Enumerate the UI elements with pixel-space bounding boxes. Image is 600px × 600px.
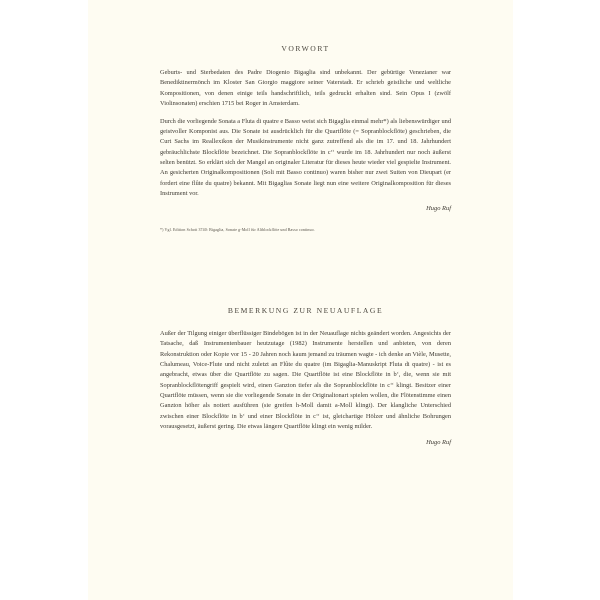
section-vorwort xyxy=(160,44,451,233)
section-bemerkung xyxy=(160,306,451,446)
page-title-bemerkung: BEMERKUNG ZUR NEUAUFLAGE xyxy=(227,306,384,315)
document-page xyxy=(88,0,513,600)
page-title-vorwort: VORWORT xyxy=(281,44,330,53)
footnote: *) Vgl. Edition Schott 3740: Bigaglia, Sonate g-Moll für Altblockflöte und Basso continuo. xyxy=(160,227,315,233)
paragraph: Durch die vorliegende Sonata a Fluta di quatre e Basso weist sich Bigaglia einmal mehr*) als liebenswürdiger und geistvoller Komponist aus. Die Sonate ist ausdrücklich für die Quartflöte (= Sopranblockflöte) geschrieben, die Curt Sachs im Reallexikon der Musikinstrumente nicht ganz zutreffend als die im 17. und 18. Jahrhundert gebräuchlichste Blockflöte bezeichnet. Die Sopranblockflöte in c‘‘ wurde im 18. Jahrhundert nur noch äußerst selten benützt. So erklärt sich der Mangel an originaler Literatur für dieses heute wieder viel gespielte Instrument. An gesicherten Originalkompositionen (Soli mit Basso continuo) waren bisher nur zwei Suiten von Dieupart (er fordert eine flûte du quatre) bekannt. Mit Bigaglias Sonate liegt nun eine weitere Originalkomposition für dieses Instrument vor. xyxy=(160,117,451,197)
paragraph: Außer der Tilgung einiger überflüssiger Bindebögen ist in der Neuauflage nichts geändert worden. Angesichts der Tatsache, daß Instrumentenbauer heutzutage (1982) Instrumente herstellen und anbieten, von deren Rekonstruktion oder Kopie vor 15 - 20 Jahren noch kaum jemand zu träumen wagte - ich denke an Vièle, Musette, Chalumeau, Voice-Flute und nicht zuletzt an Flûte du quatre (im Bigaglia-Manuskript Fluta di quatre) - ist es angebracht, etwas über die Quartflöte zu sagen. Die Quartflöte ist eine Blockflöte in b‘, die, wenn sie mit Sopranblockflötengriff gespielt wird, einen Ganzton tiefer als die Sopranblockflöte in c‘‘ klingt. Besitzer einer Quartflöte müssen, wenn sie die vorliegende Sonate in der Originaltonart spielen wollen, die Flötenstimme einen Ganzton höher als notiert ausführen (sie greifen h-Moll damit a-Moll klingt). Der klangliche Unterschied zwischen einer Blockflöte in b‘ und einer Blockflöte in c‘‘ ist, gleichartige Hölzer und ähnliche Bohrungen vorausgesetzt, äußerst gering. Die etwas längere Quartflöte klingt ein wenig milder. xyxy=(160,330,451,431)
paragraph: Geburts- und Sterbedaten des Padre Diogenio Bigaglia sind unbekannt. Der gebürtige Venezianer war Benediktinermönch im Kloster San Giorgio maggiore seiner Vaterstadt. Er schrieb geistliche und weltliche Kompositionen, von denen einige teils handschriftlich, teils gedruckt erhalten sind. Sein Opus I (zwölf Violinsonaten) erschien 1715 bei Roger in Amsterdam. xyxy=(160,69,451,108)
author-signature: Hugo Ruf xyxy=(426,205,451,213)
author-signature: Hugo Ruf xyxy=(426,439,451,447)
